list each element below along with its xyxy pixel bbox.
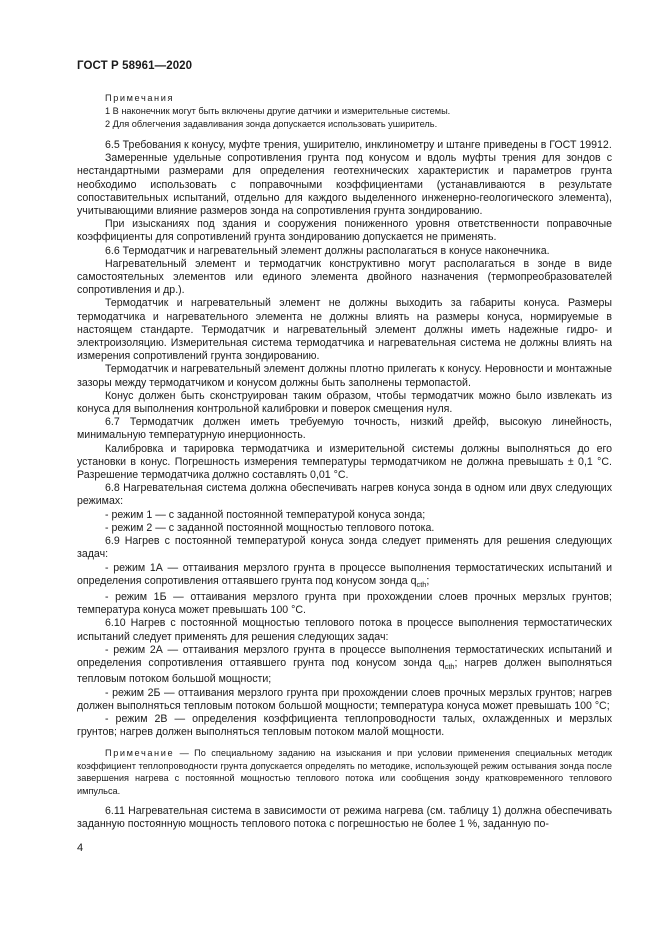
list-item: - режим 2 — с заданной постоянной мощностью теплового потока. <box>105 521 435 534</box>
list-item <box>77 644 612 687</box>
paragraph: Нагревательный элемент и термодатчик конструктивно могут располагаться в зонде в виде самостоятельных элементов или единого элемента двойного назначения (термопреобразователей сопротивления и др.). <box>77 257 612 297</box>
paragraph: 6.5 Требования к конусу, муфте трения, уширителю, инклинометру и штанге приведены в ГОСТ 19912. <box>105 139 612 151</box>
note-label: Примечание <box>105 748 175 759</box>
document-body <box>77 92 612 831</box>
paragraph: 6.11 Нагревательная система в зависимости от режима нагрева (см. таблицу 1) должна обеспечивать заданную постоянную мощность теплового потока с погрешностью не более 1 %, заданную по- <box>77 804 612 831</box>
list-item: - режим 2Б — оттаивания мерзлого грунта при прохождении слоев прочных мерзлых грунтов; нагрев должен выполняться тепловым потоком большой мощности; температура конуса может превышать 100 °С; <box>77 686 612 712</box>
paragraph: Замеренные удельные сопротивления грунта под конусом и вдоль муфты трения для зондов с нестандартными размерами для определения геотехнических характеристик и параметров грунта необходимо использовать с поправочными коэффициентами (устанавливаются в результате сопоставительных испытаний, отдельно для каждого выделенного инженерно-геологического элемента), учитывающими влияние размеров зонда на сопротивления грунта зондированию. <box>77 152 612 218</box>
paragraph: 6.8 Нагревательная система должна обеспечивать нагрев конуса зонда в одном или двух следующих режимах: <box>77 482 612 508</box>
list-item-text: - режим 2А — оттаивания мерзлого грунта в процессе выполнения термостатических испытаний и определения сопротивления оттаявшего грунта под конусом зонда q <box>77 643 612 670</box>
subscript: cth <box>444 662 455 672</box>
list-item: - режим 1Б — оттаивания мерзлого грунта при прохождении слоев прочных мерзлых грунтов; температура конуса может превышать 100 °С. <box>77 591 612 617</box>
paragraph: 6.9 Нагрев с постоянной температурой конуса зонда следует применять для решения следующих задач: <box>77 535 612 561</box>
note-item: 1 В наконечник могут быть включены другие датчики и измерительные системы. <box>105 106 451 116</box>
paragraph: 6.10 Нагрев с постоянной мощностью теплового потока в процессе выполнения термостатических испытаний следует применять для решения следующих задач: <box>77 617 612 643</box>
paragraph: 6.7 Термодатчик должен иметь требуемую точность, низкий дрейф, высокую линейность, минимальную температурную инерционность. <box>77 416 612 442</box>
paragraph: Термодатчик и нагревательный элемент должны плотно прилегать к конусу. Неровности и монтажные зазоры между термодатчиком и конусом должны быть заполнены термопастой. <box>77 363 612 389</box>
notes-title: Примечания <box>105 93 175 103</box>
note-text: — По специальному заданию на изыскания и при условии применения специальных методик коэффициент теплопроводности грунта допускается определять по методике, использующей режим остывания зонда после завершения нагрева с постоянной мощностью теплового потока или сообщения зонду кратковременного теплового импульса. <box>77 748 612 796</box>
spacer <box>77 739 612 747</box>
list-item-text: - режим 1А — оттаивания мерзлого грунта в процессе выполнения термостатических испытаний и определения сопротивления оттаявшего грунта под конусом зонда q <box>77 561 612 587</box>
subscript: cth <box>416 579 427 589</box>
page-number: 4 <box>77 842 84 854</box>
list-item: - режим 1 — с заданной постоянной температурой конуса зонда; <box>105 508 426 521</box>
note-item: 2 Для облегчения задавливания зонда допускается использовать уширитель. <box>105 119 438 129</box>
document-header: ГОСТ Р 58961—2020 <box>77 60 193 72</box>
paragraph: Термодатчик и нагревательный элемент не должны выходить за габариты конуса. Размеры термодатчика и нагревательного элемента не должны влиять на размеры конуса, нормируемые в настоящем стандарте. Термодатчик и нагревательный элемент должны иметь надежные гидро- и электроизоляцию. Измерительная система термодатчика и нагревательная система не должны влиять на измерения сопротивлений грунта зондированию. <box>77 297 612 363</box>
list-item: - режим 2В — определения коэффициента теплопроводности талых, охлажденных и мерзлых грунтов; нагрев должен выполняться тепловым потоком малой мощности. <box>77 712 612 739</box>
list-item: - режим 1А — оттаивания мерзлого грунта в процессе выполнения термостатических испытаний и определения сопротивления оттаявшего грунта под конусом зонда $q_{cth}$; <box>77 561 612 589</box>
list-item-text-cont: ; нагрев должен выполняться тепловым потоком большой мощности; <box>77 657 612 686</box>
spacer <box>77 131 612 139</box>
paragraph: При изысканиях под здания и сооружения пониженного уровня ответственности поправочные коэффициенты для сопротивлений грунта зондированию допускается не применять. <box>77 218 612 244</box>
paragraph: Конус должен быть сконструирован таким образом, чтобы термодатчик можно было извлекать из конуса для выполнения контрольной калибровки и поверок смещения нуля. <box>77 389 612 416</box>
paragraph: Калибровка и тарировка термодатчика и измерительной системы должны выполняться до его установки в конус. Погрешность измерения температуры термодатчиком не должна превышать ± 0,1 °С. Разрешение термодатчика должно составлять 0,01 °С. <box>77 442 612 482</box>
note-bottom <box>77 747 612 797</box>
notes-top <box>77 92 612 131</box>
paragraph: 6.6 Термодатчик и нагревательный элемент должны располагаться в конусе наконечника. <box>105 244 550 257</box>
spacer <box>77 797 612 805</box>
